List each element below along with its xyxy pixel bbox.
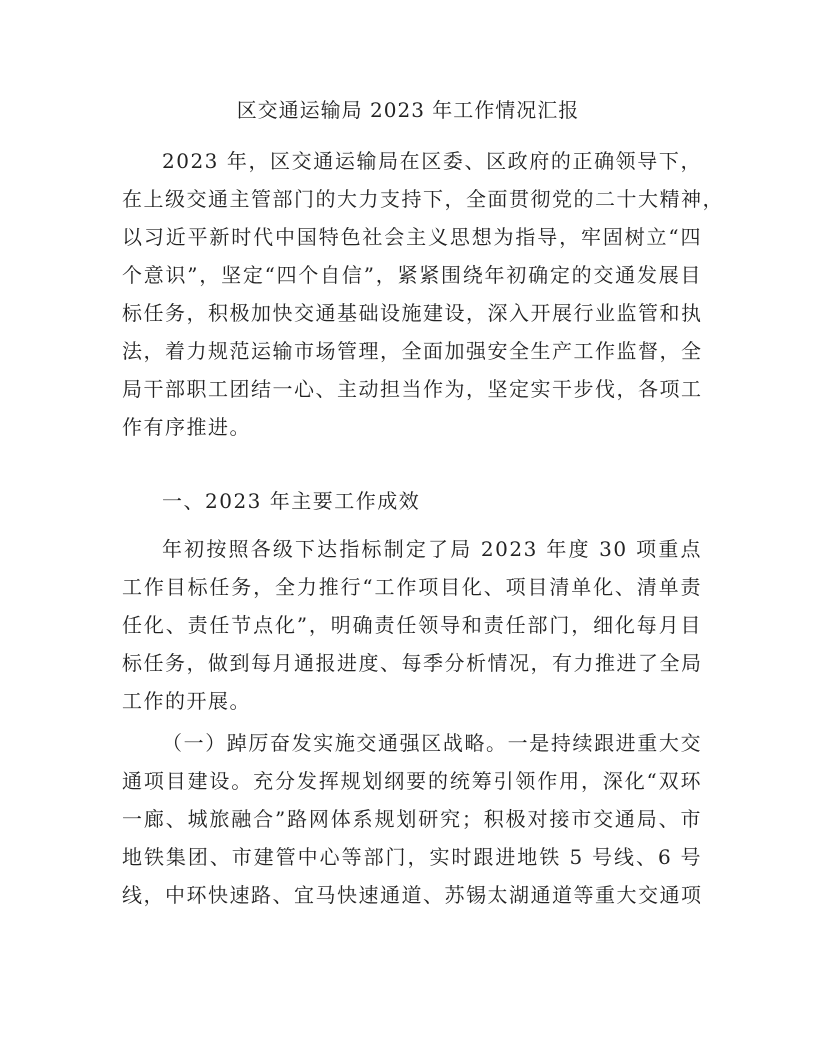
paragraph-line: 法，着力规范运输市场管理，全面加强安全生产工作监督，全	[122, 339, 703, 363]
paragraph-line: （一）踔厉奋发实施交通强区战略。一是持续跟进重大交	[162, 731, 702, 755]
paragraph-line: 以习近平新时代中国特色社会主义思想为指导，牢固树立“四	[122, 225, 702, 249]
document-title: 区交通运输局 2023 年工作情况汇报	[236, 98, 580, 122]
paragraph-line: 标任务，做到每月通报进度、每季分析情况，有力推进了全局	[122, 651, 703, 675]
subsection1-paragraph	[122, 724, 702, 914]
paragraph-line: 2023 年，区交通运输局在区委、区政府的正确领导下，	[162, 149, 702, 173]
paragraph-line: 在上级交通主管部门的大力支持下，全面贯彻党的二十大精神，	[122, 187, 724, 211]
paragraph-line: 地铁集团、市建管中心等部门，实时跟进地铁 5 号线、6 号	[122, 845, 702, 869]
section-heading: 一、2023 年主要工作成效	[162, 489, 421, 513]
paragraph-line: 工作目标任务，全力推行“工作项目化、项目清单化、清单责	[122, 575, 702, 599]
intro-paragraph	[122, 142, 724, 446]
paragraph-line: 标任务，积极加快交通基础设施建设，深入开展行业监管和执	[122, 301, 703, 325]
paragraph-line: 个意识”，坚定“四个自信”，紧紧围绕年初确定的交通发展目	[122, 263, 702, 287]
paragraph-line: 任化、责任节点化”，明确责任领导和责任部门，细化每月目	[122, 613, 702, 637]
paragraph-line: 年初按照各级下达指标制定了局 2023 年度 30 项重点	[162, 537, 702, 561]
section1-paragraph	[122, 530, 702, 720]
paragraph-line: 一廊、城旅融合”路网体系规划研究；积极对接市交通局、市	[122, 807, 702, 831]
paragraph-line: 工作的开展。	[122, 689, 251, 713]
paragraph-line: 局干部职工团结一心、主动担当作为，坚定实干步伐，各项工	[122, 377, 703, 401]
paragraph-line: 通项目建设。充分发挥规划纲要的统筹引领作用，深化“双环	[122, 769, 702, 793]
paragraph-line: 作有序推进。	[122, 415, 251, 439]
paragraph-line: 线，中环快速路、宜马快速通道、苏锡太湖通道等重大交通项	[122, 883, 703, 907]
